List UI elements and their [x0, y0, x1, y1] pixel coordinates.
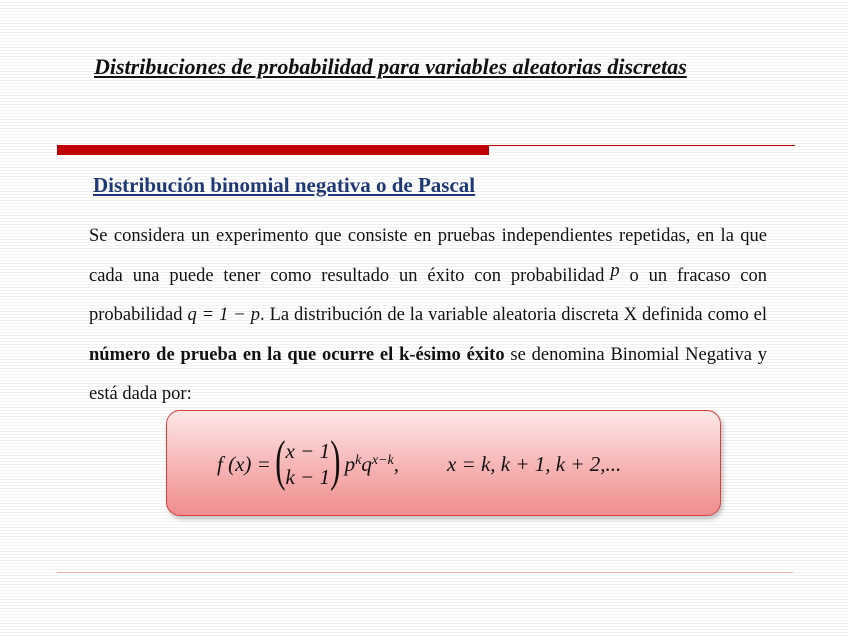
- binomial-coefficient: [285, 438, 330, 490]
- footer-divider: [57, 572, 793, 573]
- body-bold-phrase: número de prueba en la que ocurre el k-ésimo éxito: [89, 344, 505, 365]
- formula-base-q: q: [361, 451, 372, 476]
- body-text-part3: . La distribución de la variable aleatoria discreta X definida como el: [260, 305, 768, 325]
- slide-title: Distribuciones de probabilidad para variables aleatorias discretas: [94, 54, 687, 79]
- math-p: p: [610, 260, 620, 281]
- binomial-bottom: k − 1: [285, 465, 330, 489]
- title-divider-thin: [489, 145, 795, 146]
- formula-exp-xk: x−k: [371, 453, 394, 468]
- formula-domain: x = k, k + 1, k + 2,...: [446, 451, 622, 476]
- binomial-top: x − 1: [285, 439, 330, 463]
- body-text-part4: se denomina Binomial Negativa y está dada por:: [89, 344, 767, 404]
- body-text-part2: o un fracaso con probabilidad: [89, 265, 768, 325]
- left-paren: (: [275, 430, 286, 492]
- formula-exp-k: k: [355, 453, 362, 468]
- pmf-formula: [217, 431, 621, 497]
- right-paren: ): [330, 430, 341, 492]
- title-divider-thick: [57, 145, 489, 155]
- body-paragraph: [89, 217, 767, 415]
- formula-box: [166, 410, 721, 516]
- formula-comma: ,: [393, 451, 399, 476]
- math-q-expression: q = 1 − p: [187, 305, 260, 325]
- body-text-part1: Se considera un experimento que consiste en pruebas independientes repetidas, en la que cada una puede tener como resultado un éxito con probabilidad: [89, 226, 767, 286]
- formula-lhs: f (x) =: [217, 451, 271, 476]
- formula-base-p: p: [344, 451, 356, 476]
- section-heading: Distribución binomial negativa o de Pascal: [93, 173, 476, 197]
